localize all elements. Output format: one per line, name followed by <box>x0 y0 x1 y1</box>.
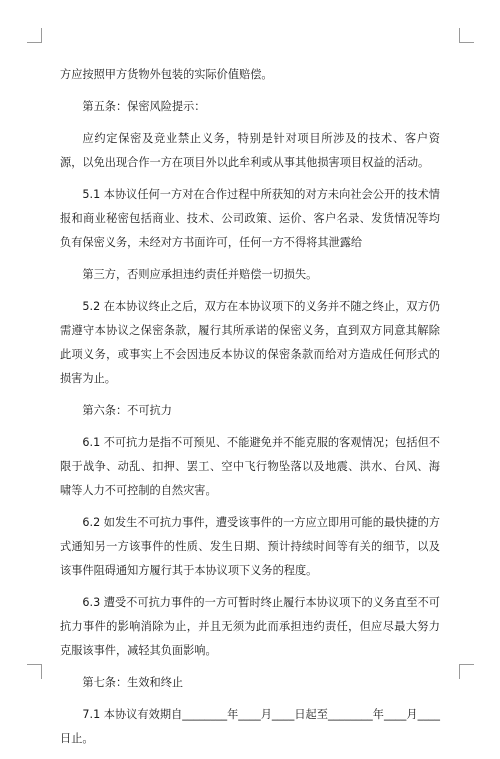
crop-mark-top-right <box>459 28 474 43</box>
document-body <box>60 63 440 759</box>
crop-mark-top-left <box>27 28 42 43</box>
paragraph: 第三方，否则应承担违约责任并赔偿一切损失。 <box>82 268 318 281</box>
section-heading: 第六条：不可抗力 <box>82 404 172 417</box>
crop-mark-bottom-left <box>27 664 42 679</box>
paragraph: 5.2 在本协议终止之后，双方在本协议项下的义务并不随之终止，双方仍需遵守本协议之保密条款，履行其所承诺的保密义务，直到双方同意其解除此项义务，或事实上不会因违反本协议的保密条款而给对方造成任何形式的损害为止。 <box>60 300 440 385</box>
section-heading: 第七条：生效和终止 <box>82 676 184 689</box>
paragraph: 5.1 本协议任何一方对在合作过程中所获知的对方未向社会公开的技术情报和商业秘密包括商业、技术、公司政策、运价、客户名录、发货情况等均负有保密义务，未经对方书面许可，任何一方不得将其泄露给 <box>60 188 440 249</box>
paragraph: 7.1 本协议有效期自________年____月____日起至________年____月____日止。 <box>60 708 440 745</box>
paragraph: 6.2 如发生不可抗力事件，遭受该事件的一方应立即用可能的最快捷的方式通知另一方该事件的性质、发生日期、预计持续时间等有关的细节，以及该事件阻碍通知方履行其于本协议项下义务的程度。 <box>60 516 440 577</box>
paragraph: 6.3 遭受不可抗力事件的一方可暂时终止履行本协议项下的义务直至不可抗力事件的影响消除为止，并且无须为此而承担违约责任，但应尽最大努力克服该事件，减轻其负面影响。 <box>60 596 440 657</box>
section-heading: 第五条：保密风险提示： <box>82 100 206 113</box>
paragraph: 方应按照甲方货物外包装的实际价值赔偿。 <box>60 68 273 81</box>
paragraph: 6.1 不可抗力是指不可预见、不能避免并不能克服的客观情况；包括但不限于战争、动乱、扣押、罢工、空中飞行物坠落以及地震、洪水、台风、海啸等人力不可控制的自然灾害。 <box>60 436 440 497</box>
paragraph: 应约定保密及竞业禁止义务，特别是针对项目所涉及的技术、客户资源，以免出现合作一方在项目外以此牟利或从事其他损害项目权益的活动。 <box>60 132 440 169</box>
crop-mark-bottom-right <box>459 664 474 679</box>
